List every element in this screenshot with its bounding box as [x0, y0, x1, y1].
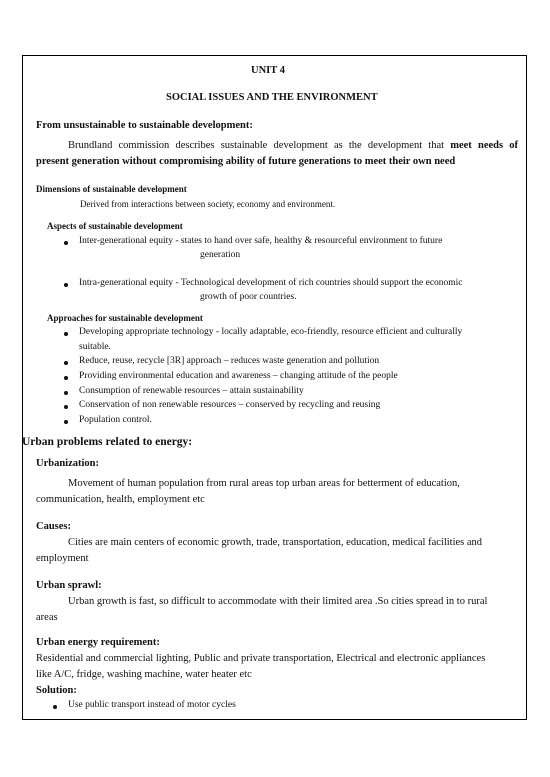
sprawl-line-2: areas [36, 612, 58, 623]
chapter-title: SOCIAL ISSUES AND THE ENVIRONMENT [166, 92, 378, 103]
sustainable-heading: From unsustainable to sustainable development: [36, 120, 253, 131]
urbanization-heading: Urbanization: [36, 458, 99, 469]
approach-item: Consumption of renewable resources – attain sustainability [79, 386, 304, 396]
urban-problems-heading: Urban problems related to energy: [22, 436, 193, 448]
approach-item: Population control. [79, 415, 152, 425]
unit-title: UNIT 4 [251, 65, 285, 76]
brundtland-bold-2: present generation without compromising ability of future generations to meet their own need [36, 156, 456, 167]
bullet-icon [64, 376, 68, 380]
approaches-heading: Approaches for sustainable development [47, 313, 203, 323]
solution-heading: Solution: [36, 685, 77, 696]
brundtland-text: Brundland commission describes sustainable development as the development that [68, 140, 445, 151]
bullet-icon [64, 241, 68, 245]
brundtland-line-1 [68, 140, 518, 151]
bullet-icon [64, 391, 68, 395]
causes-line-2: employment [36, 553, 89, 564]
solution-item: Use public transport instead of motor cycles [68, 700, 236, 710]
aspect-item-1-line-2: generation [200, 250, 241, 260]
energy-line-2: like A/C, fridge, washing machine, water heater etc [36, 669, 252, 680]
dimensions-text: Derived from interactions between society, economy and environment. [80, 199, 336, 209]
aspect-item-2-line-2: growth of poor countries. [200, 292, 297, 302]
energy-heading: Urban energy requirement: [36, 637, 160, 648]
brundtland-bold-1: meet needs of [450, 140, 518, 151]
approach-item: Reduce, reuse, recycle [3R] approach – reduces waste generation and pollution [79, 356, 380, 366]
urbanization-line-1: Movement of human population from rural areas top urban areas for betterment of education, [68, 478, 460, 489]
bullet-icon [53, 705, 57, 709]
energy-line-1: Residential and commercial lighting, Public and private transportation, Electrical and electronic appliances [36, 653, 486, 664]
bullet-icon [64, 420, 68, 424]
bullet-icon [64, 283, 68, 287]
approach-item: Conservation of non renewable resources – conserved by recycling and reusing [79, 400, 381, 410]
aspect-item-2-line-1: Intra-generational equity - Technological development of rich countries should support the economic [79, 278, 463, 288]
sprawl-heading: Urban sprawl: [36, 580, 102, 591]
bullet-icon [64, 405, 68, 409]
dimensions-heading: Dimensions of sustainable development [36, 184, 187, 194]
causes-heading: Causes: [36, 521, 72, 532]
approach-item: Providing environmental education and awareness – changing attitude of the people [79, 371, 398, 381]
urbanization-line-2: communication, health, employment etc [36, 494, 205, 505]
sprawl-line-1: Urban growth is fast, so difficult to accommodate with their limited area .So cities spread in to rural [68, 596, 488, 607]
approach-item: Developing appropriate technology - locally adaptable, eco-friendly, resource efficient and culturally [79, 327, 463, 337]
causes-line-1: Cities are main centers of economic growth, trade, transportation, education, medical facilities and [68, 537, 483, 548]
aspects-heading: Aspects of sustainable development [47, 221, 183, 231]
bullet-icon [64, 361, 68, 365]
aspect-item-1-line-1: Inter-generational equity - states to hand over safe, healthy & resourceful environment to future [79, 236, 443, 246]
bullet-icon [64, 332, 68, 336]
approach-item-continued: suitable. [79, 342, 111, 352]
